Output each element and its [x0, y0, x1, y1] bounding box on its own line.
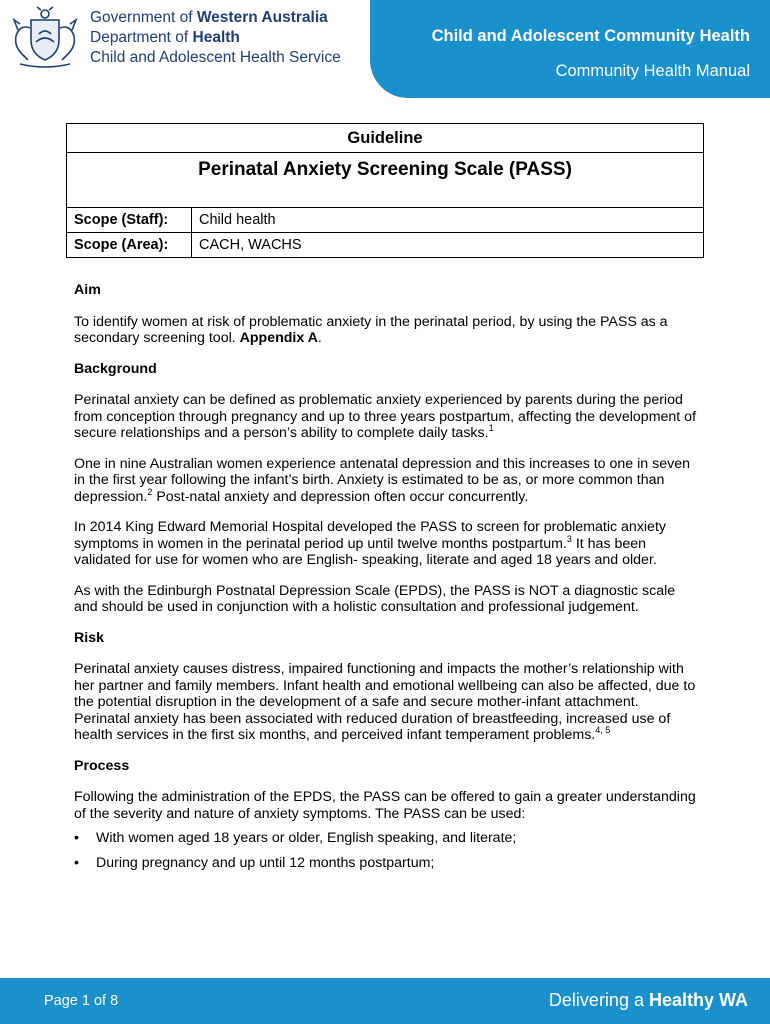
appendix-link: Appendix A: [239, 330, 318, 346]
document-type: Guideline: [67, 124, 704, 153]
reference-2: 2: [147, 486, 153, 497]
header-title: Child and Adolescent Community Health: [431, 27, 750, 45]
document-title: Perinatal Anxiety Screening Scale (PASS): [67, 153, 704, 208]
scope-staff-value: Child health: [192, 208, 704, 233]
process-paragraph: Following the administration of the EPDS, the PASS can be offered to gain a greater understanding of the severity and nature of anxiety symptoms. The PASS can be used:: [74, 789, 696, 822]
scope-staff-label: Scope (Staff):: [67, 208, 192, 233]
list-item: • With women aged 18 years or older, English speaking, and literate;: [74, 830, 517, 846]
list-item: • During pregnancy and up until 12 months postpartum;: [74, 854, 435, 871]
department-name: Department of Health: [90, 29, 240, 46]
background-paragraph-2: One in nine Australian women experience antenatal depression and this increases to one in seven in the first year following the infant’s birth. Anxiety is estimated to be as, or more common than depression.$^2$ Post-natal anxiety and depression often occur concurrently.: [74, 455, 690, 505]
background-heading: Background: [74, 360, 157, 377]
coat-of-arms-icon: [6, 6, 84, 68]
header-subtitle: Community Health Manual: [555, 62, 750, 80]
document-body: [74, 282, 696, 879]
scope-area-value: CACH, WACHS: [192, 233, 704, 258]
bullet-icon: •: [74, 830, 79, 846]
bullet-icon: •: [74, 854, 79, 871]
process-bullet-list: [74, 830, 696, 871]
page-header: [0, 0, 770, 100]
background-paragraph-3: In 2014 King Edward Memorial Hospital developed the PASS to screen for problematic anxiety symptoms in women in the perinatal period up until twelve months postpartum.$^3$ It has been validated for use for women who are English- speaking, literate and aged 18 years and older.: [74, 519, 666, 568]
reference-4-5: 4, 5: [595, 725, 611, 735]
document-info-table: [66, 123, 704, 258]
footer-slogan: Delivering a Healthy WA: [548, 990, 748, 1010]
aim-paragraph: To identify women at risk of problematic anxiety in the perinatal period, by using the PASS as a secondary screening tool. Appendix A.: [74, 313, 668, 346]
reference-3: 3: [566, 533, 572, 544]
page-footer: [0, 978, 770, 1024]
government-logo: [6, 6, 366, 68]
aim-heading: Aim: [74, 282, 101, 298]
background-paragraph-1: Perinatal anxiety can be defined as problematic anxiety experienced by parents during the period from conception through pregnancy and up to three years postpartum, affecting the development of secure relationships and a person’s ability to complete daily tasks.$^1$: [74, 392, 697, 441]
service-name: Child and Adolescent Health Service: [90, 49, 341, 66]
risk-paragraph: Perinatal anxiety causes distress, impaired functioning and impacts the mother’s relationship with her partner and family members. Infant health and emotional wellbeing can also be affected, due to the potential disruption in the development of a safe and secure mother-infant attachment. Perinatal anxiety has been associated with reduced duration of breastfeeding, increased use of health services in the first six months, and perceived infant temperament problems.$^{4, 5}$: [74, 661, 696, 743]
reference-1: 1: [488, 423, 494, 433]
government-name: Government of Western Australia: [90, 9, 328, 26]
page-number: Page 1 of 8: [44, 993, 119, 1009]
header-banner: [370, 0, 770, 98]
background-paragraph-4: As with the Edinburgh Postnatal Depression Scale (EPDS), the PASS is NOT a diagnostic scale and should be used in conjunction with a holistic consultation and professional judgement.: [74, 582, 676, 615]
scope-area-label: Scope (Area):: [67, 233, 192, 258]
risk-heading: Risk: [74, 629, 104, 646]
process-heading: Process: [74, 757, 130, 774]
